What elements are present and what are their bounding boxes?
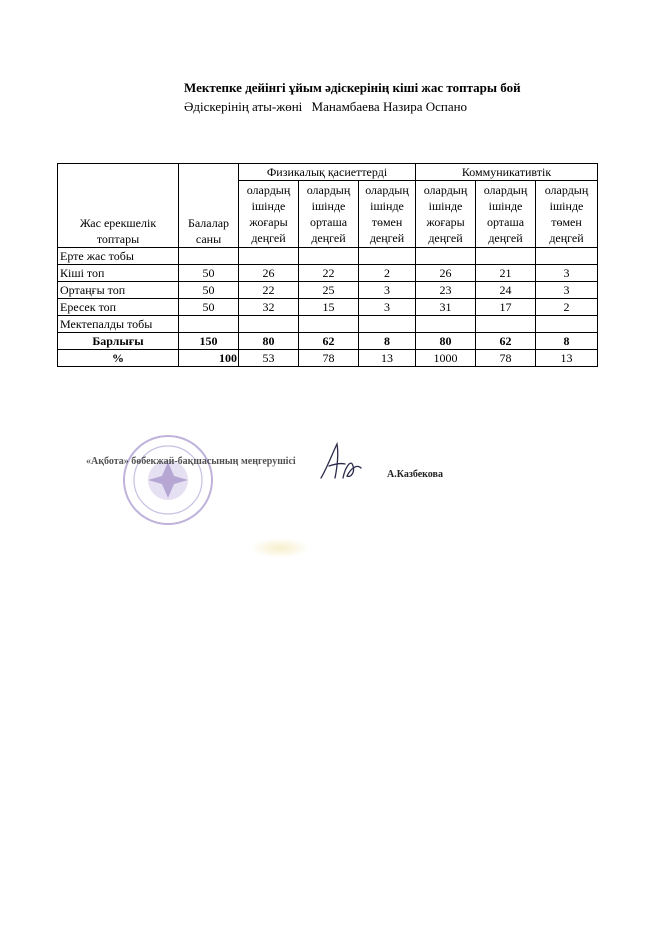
cell-communicative-high: 26 [416,265,476,282]
signer-name: А.Казбекова [387,469,443,480]
total-physical-medium: 62 [299,333,359,350]
cell-communicative-medium: 24 [476,282,536,299]
cell-count [179,248,239,265]
row-label: Ересек топ [58,299,179,316]
percent-communicative-low: 13 [536,350,598,367]
teacher-line [184,99,480,117]
cell-communicative-low: 3 [536,282,598,299]
header-age-group: Жас ерекшелік топтары [58,164,179,248]
sub-header-communicative-medium: олардың ішінде орташа деңгей [476,181,536,248]
table-row [58,299,598,316]
cell-communicative-high: 31 [416,299,476,316]
cell-count: 50 [179,282,239,299]
cell-physical-high [239,248,299,265]
total-communicative-high: 80 [416,333,476,350]
percent-count: 100 [179,350,239,367]
percent-row [58,350,598,367]
sub-header-communicative-high: олардың ішінде жоғары деңгей [416,181,476,248]
teacher-name: Манамбаева Назира Оспано [311,99,468,114]
row-label: Ортаңғы топ [58,282,179,299]
table-row [58,316,598,333]
row-label: Мектепалды тобы [58,316,179,333]
cell-physical-low [359,316,416,333]
cell-count [179,316,239,333]
cell-communicative-medium [476,248,536,265]
results-table [57,163,598,367]
cell-physical-high [239,316,299,333]
percent-physical-high: 53 [239,350,299,367]
row-label: Кіші топ [58,265,179,282]
cell-count: 50 [179,299,239,316]
cell-communicative-low [536,316,598,333]
cell-communicative-high: 23 [416,282,476,299]
background-smudge [250,538,310,558]
header-children-count: Балалар саны [179,164,239,248]
cell-physical-medium: 22 [299,265,359,282]
page-title: Мектепке дейінгі ұйым әдіскерінің кіші жас топтары бой [184,80,521,95]
sub-header-physical-low: олардың ішінде төмен деңгей [359,181,416,248]
cell-physical-low: 3 [359,282,416,299]
total-physical-low: 8 [359,333,416,350]
total-label: Барлығы [58,333,179,350]
sub-header-communicative-low: олардың ішінде төмен деңгей [536,181,598,248]
row-label: Ерте жас тобы [58,248,179,265]
stamp-label: «Ақбота» бөбекжай-бақшасының меңгерушісі [86,456,296,467]
header-communicative: Коммуникативтік [416,164,598,181]
cell-communicative-medium: 21 [476,265,536,282]
cell-communicative-low [536,248,598,265]
percent-communicative-high: 1000 [416,350,476,367]
total-communicative-medium: 62 [476,333,536,350]
table-row [58,282,598,299]
total-communicative-low: 8 [536,333,598,350]
cell-communicative-low: 3 [536,265,598,282]
cell-physical-medium: 15 [299,299,359,316]
cell-physical-high: 22 [239,282,299,299]
cell-physical-medium [299,316,359,333]
cell-communicative-medium [476,316,536,333]
cell-physical-high: 32 [239,299,299,316]
teacher-label: Әдіскерінің аты-жөні [184,99,303,114]
cell-physical-medium: 25 [299,282,359,299]
cell-count: 50 [179,265,239,282]
sub-header-physical-medium: олардың ішінде орташа деңгей [299,181,359,248]
percent-communicative-medium: 78 [476,350,536,367]
header-physical: Физикалық қасиеттерді [239,164,416,181]
cell-communicative-high [416,316,476,333]
official-stamp [118,432,218,528]
cell-physical-low: 2 [359,265,416,282]
percent-physical-low: 13 [359,350,416,367]
sub-header-physical-high: олардың ішінде жоғары деңгей [239,181,299,248]
total-physical-high: 80 [239,333,299,350]
table-row [58,248,598,265]
cell-communicative-medium: 17 [476,299,536,316]
percent-label: % [58,350,179,367]
table-row [58,265,598,282]
cell-physical-low [359,248,416,265]
cell-communicative-high [416,248,476,265]
total-row [58,333,598,350]
percent-physical-medium: 78 [299,350,359,367]
cell-physical-medium [299,248,359,265]
signature [315,438,365,484]
cell-communicative-low: 2 [536,299,598,316]
cell-physical-low: 3 [359,299,416,316]
cell-physical-high: 26 [239,265,299,282]
total-count: 150 [179,333,239,350]
